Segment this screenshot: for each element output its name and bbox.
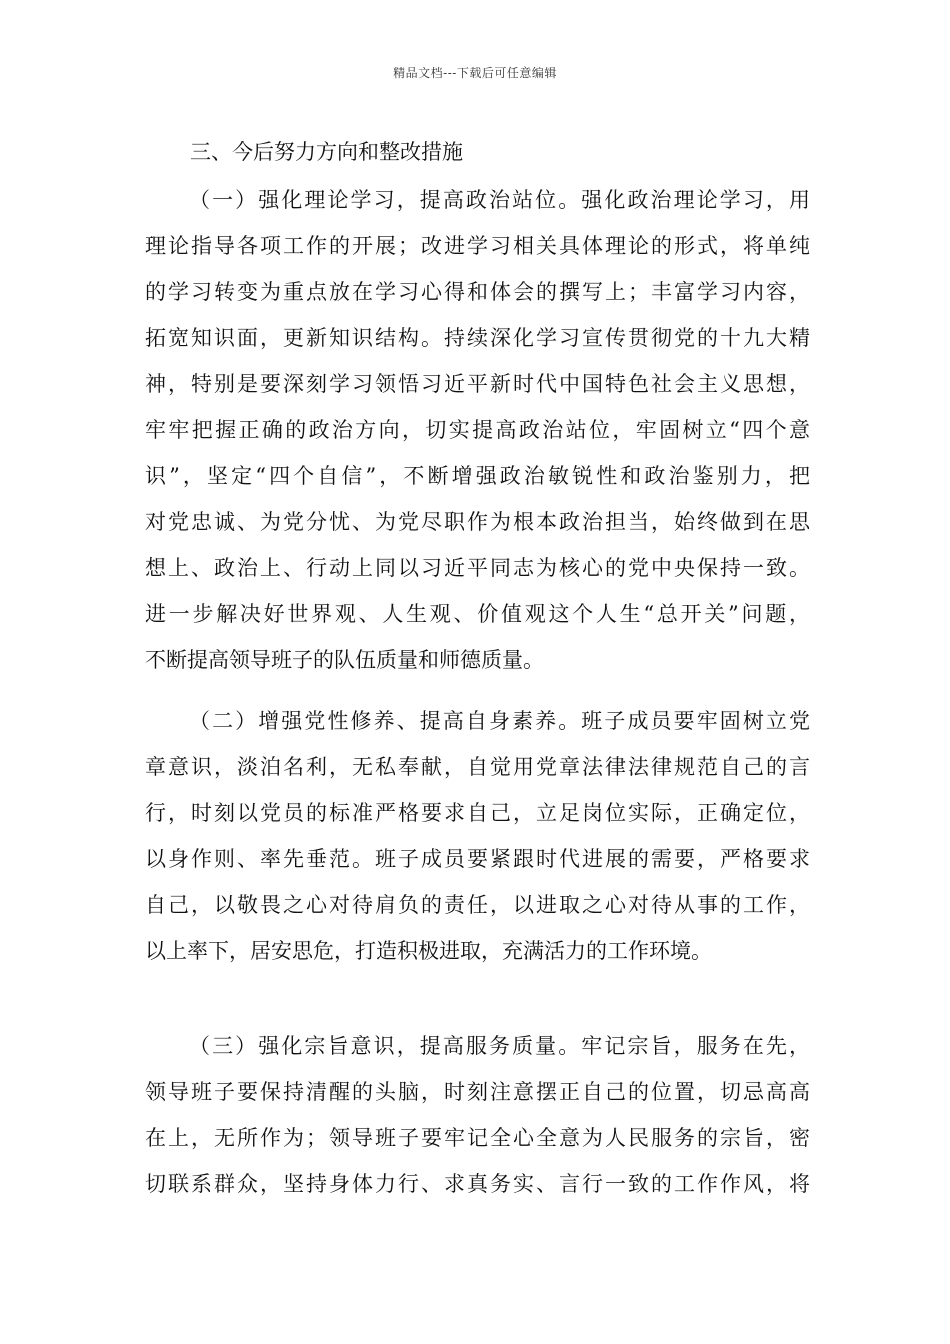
- paragraph-line: 不断提高领导班子的队伍质量和师德质量。: [145, 648, 544, 672]
- paragraph-line: （一）强化理论学习，提高政治站位。强化政治理论学习，用: [189, 188, 810, 212]
- paragraph-2: [145, 698, 810, 974]
- paragraph-line: 对党忠诚、为党分忧、为党尽职作为根本政治担当，始终做到在思: [145, 510, 810, 534]
- paragraph-line: 章意识，淡泊名利，无私奉献，自觉用党章法律法律规范自己的言: [145, 755, 810, 779]
- paragraph-line: 想上、政治上、行动上同以习近平同志为核心的党中央保持一致。: [145, 556, 810, 580]
- paragraph-line: 牢牢把握正确的政治方向，切实提高政治站位，牢固树立“四个意: [145, 418, 810, 442]
- paragraph-line: 神，特别是要深刻学习领悟习近平新时代中国特色社会主义思想，: [145, 372, 810, 396]
- paragraph-line: 的学习转变为重点放在学习心得和体会的撰写上；丰富学习内容，: [145, 280, 810, 304]
- section-title: 三、今后努力方向和整改措施: [190, 140, 463, 164]
- paragraph-line: 拓宽知识面，更新知识结构。持续深化学习宣传贯彻党的十九大精: [145, 326, 810, 350]
- page-header: 精品文档---下载后可任意编辑: [393, 66, 557, 80]
- paragraph-line: 领导班子要保持清醒的头脑，时刻注意摆正自己的位置，切忌高高: [145, 1080, 810, 1104]
- paragraph-line: 自己，以敬畏之心对待肩负的责任，以进取之心对待从事的工作，: [145, 893, 810, 917]
- paragraph-line: （二）增强党性修养、提高自身素养。班子成员要牢固树立党: [189, 709, 810, 733]
- paragraph-line: 理论指导各项工作的开展；改进学习相关具体理论的形式，将单纯: [145, 234, 810, 258]
- paragraph-line: 识”，坚定“四个自信”，不断增强政治敏锐性和政治鉴别力，把: [145, 464, 810, 488]
- paragraph-line: 切联系群众，坚持身体力行、求真务实、言行一致的工作作风，将: [145, 1172, 810, 1196]
- paragraph-line: 行，时刻以党员的标准严格要求自己，立足岗位实际，正确定位，: [145, 801, 810, 825]
- paragraph-line: （三）强化宗旨意识，提高服务质量。牢记宗旨，服务在先，: [189, 1034, 810, 1058]
- paragraph-3: [145, 1023, 810, 1207]
- paragraph-1: [145, 177, 810, 683]
- paragraph-line: 在上，无所作为；领导班子要牢记全心全意为人民服务的宗旨，密: [145, 1126, 810, 1150]
- paragraph-line: 以身作则、率先垂范。班子成员要紧跟时代进展的需要，严格要求: [145, 847, 810, 871]
- paragraph-line: 以上率下，居安思危，打造积极进取，充满活力的工作环境。: [145, 939, 712, 963]
- paragraph-line: 进一步解决好世界观、人生观、价值观这个人生“总开关”问题，: [145, 602, 810, 626]
